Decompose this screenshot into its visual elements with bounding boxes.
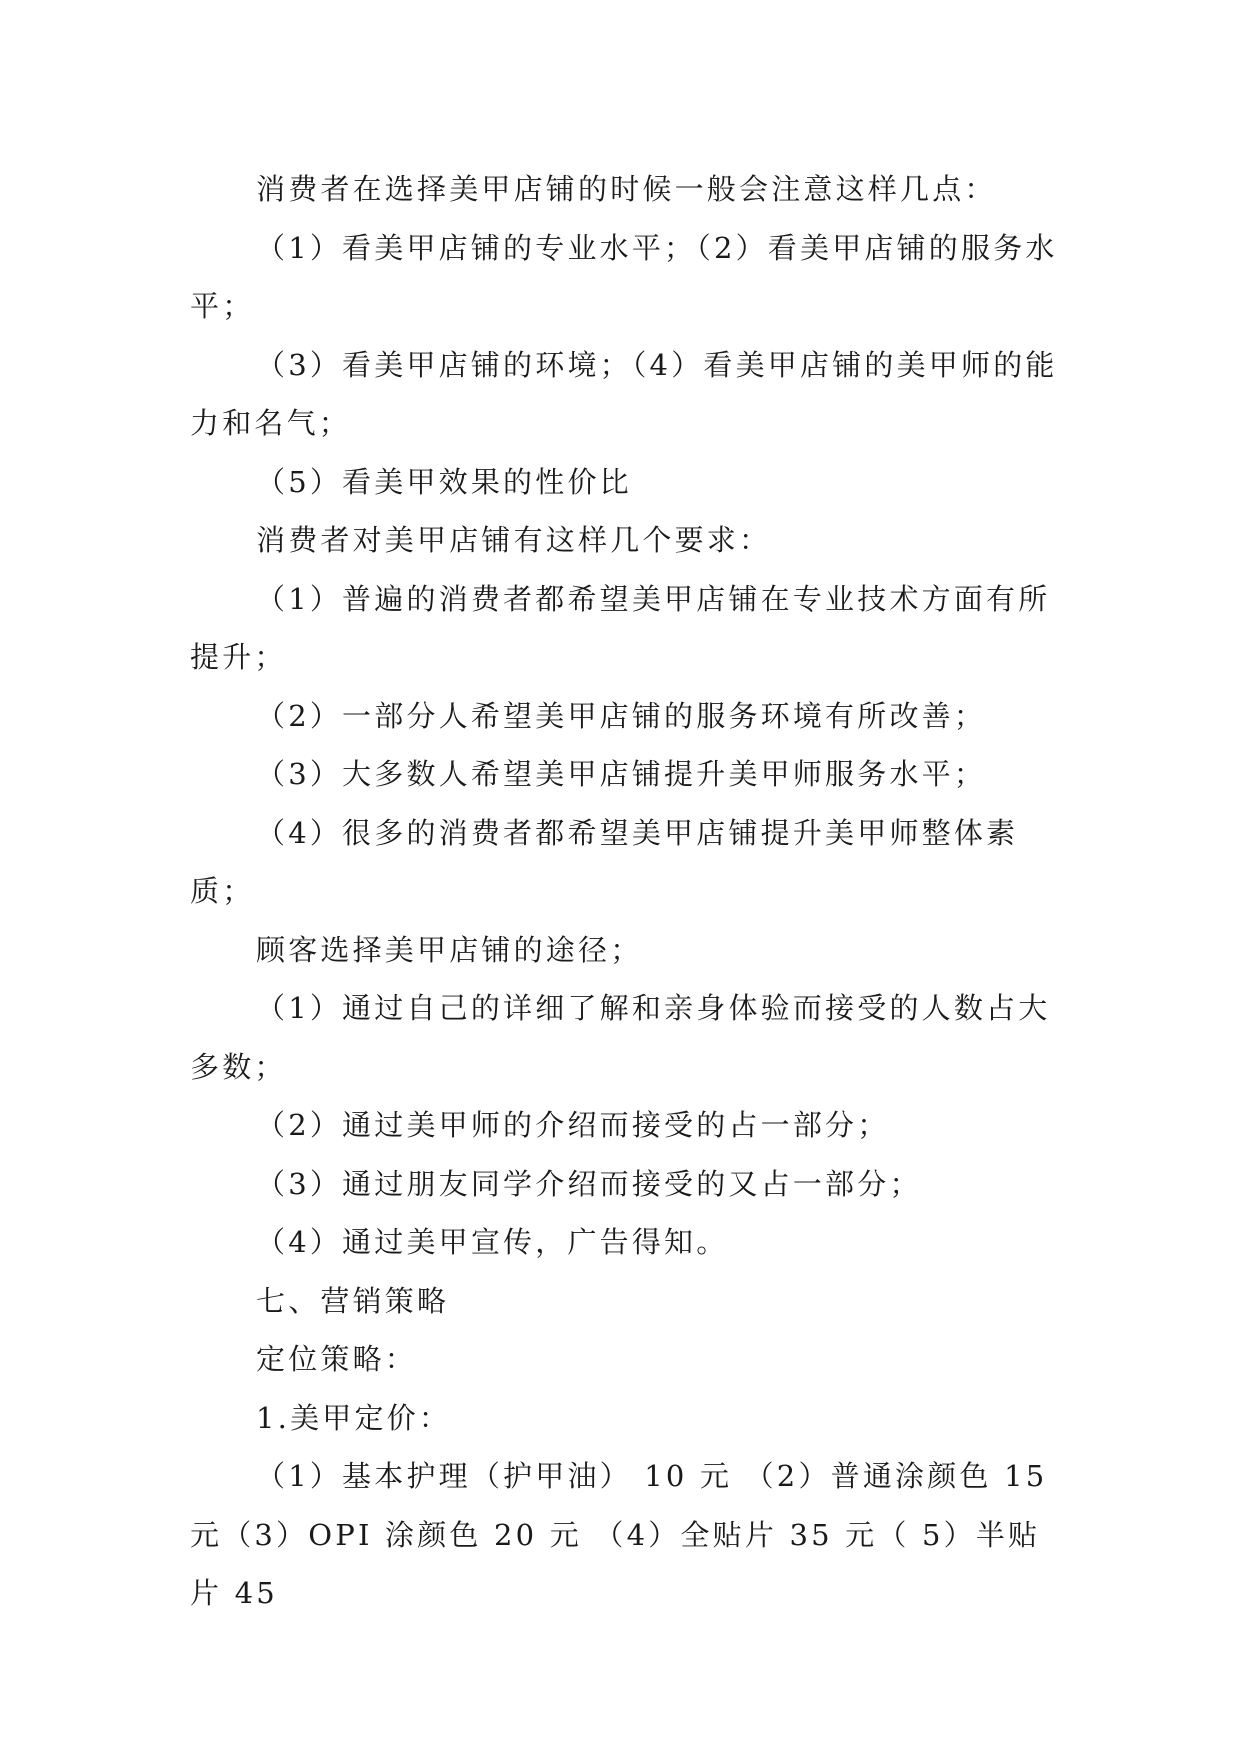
paragraph: （4）很多的消费者都希望美甲店铺提升美甲师整体素质； xyxy=(190,815,1019,908)
paragraph: （3）看美甲店铺的环境；（4）看美甲店铺的美甲师的能力和名气； xyxy=(190,347,1058,440)
paragraph: （1）普遍的消费者都希望美甲店铺在专业技术方面有所提升； xyxy=(190,581,1051,674)
paragraph: 消费者在选择美甲店铺的时候一般会注意这样几点： xyxy=(256,172,997,206)
document-body xyxy=(190,160,1060,1623)
paragraph: （5）看美甲效果的性价比 xyxy=(256,464,632,499)
section-heading: 七、营销策略 xyxy=(256,1283,450,1318)
paragraph: （2）通过美甲师的介绍而接受的占一部分； xyxy=(256,1108,890,1142)
paragraph: （1）基本护理（护甲油） 10 元 （2）普通涂颜色 15 元（3）OPI 涂颜色 20 元 （4）全贴片 35 元（ 5）半贴片 45 xyxy=(190,1459,1060,1610)
paragraph: （4）通过美甲宣传，广告得知。 xyxy=(256,1225,729,1259)
paragraph: 定位策略： xyxy=(256,1342,418,1376)
paragraph: 消费者对美甲店铺有这样几个要求： xyxy=(256,523,772,557)
paragraph: （1）看美甲店铺的专业水平；（2）看美甲店铺的服务水平； xyxy=(190,230,1058,323)
paragraph: （3）大多数人希望美甲店铺提升美甲师服务水平； xyxy=(256,757,987,791)
paragraph: （3）通过朋友同学介绍而接受的又占一部分； xyxy=(256,1166,922,1201)
paragraph: 1.美甲定价： xyxy=(256,1400,452,1435)
paragraph: 顾客选择美甲店铺的途径； xyxy=(256,932,643,967)
paragraph: （1）通过自己的详细了解和亲身体验而接受的人数占大多数； xyxy=(190,991,1051,1084)
paragraph: （2）一部分人希望美甲店铺的服务环境有所改善； xyxy=(256,698,987,733)
